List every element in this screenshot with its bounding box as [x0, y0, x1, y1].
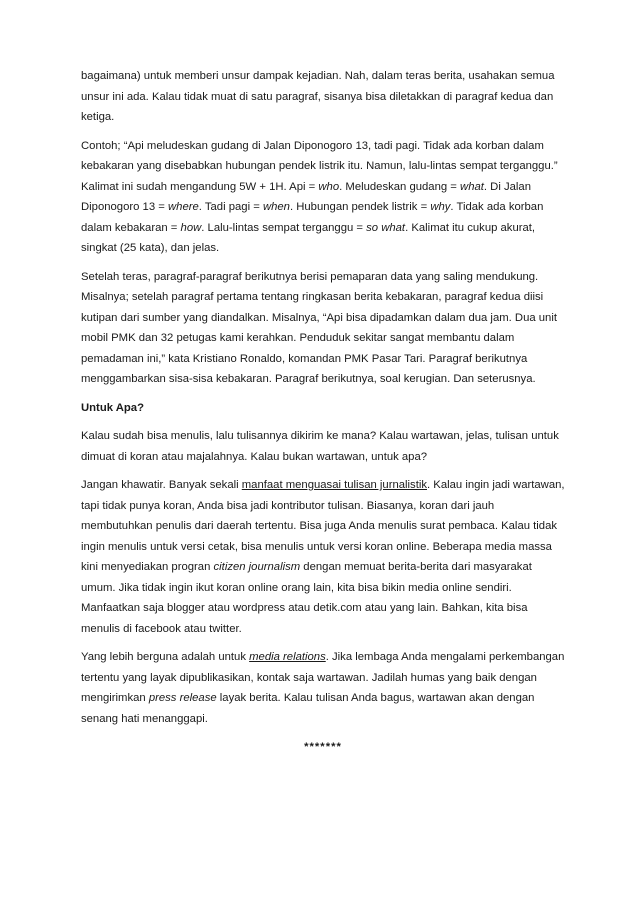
paragraph-structure: Setelah teras, paragraf-paragraf berikutnya berisi pemaparan data yang saling mendukung. Misalnya; setelah paragraf pertama tentang ringkasan berita kebakaran, paragraf kedua diisi kutipan dari sumber yang diandalkan. Misalnya, “Api bisa dipadamkan dalam dua jam. Dua unit mobil PMK dan 32 petugas kami kerahkan. Penduduk sekitar sangat membantu dalam pemadaman ini,” kata Kristiano Ronaldo, komandan PMK Pasar Tari. Paragraf berikutnya menggambarkan sisa-sisa kebakaran. Paragraf berikutnya, soal kerugian. Dan seterusnya.	[81, 270, 557, 385]
text-span: . Di Jalan Diponogoro 13 =	[81, 180, 531, 213]
term-when: when	[262, 201, 290, 213]
text-span: . Kalau ingin jadi wartawan, tapi tidak punya koran, Anda bisa jadi kontributor tulisan. Biasanya, koran dari jauh membutuhkan penulis dari daerah tertentu. Bisa juga Anda menulis surat pembaca. Kalau tidak ingin menulis untuk versi cetak, bisa menulis untuk versi koran online. Beberapa media massa kini menyediakan progran	[81, 479, 565, 573]
section-heading: Untuk Apa?	[81, 401, 144, 414]
term-what: what	[460, 180, 484, 193]
text-span: . Meludeskan gudang =	[339, 180, 461, 193]
term-who: who	[318, 180, 340, 193]
paragraph-example	[81, 136, 565, 259]
paragraph-benefits	[81, 475, 565, 639]
text-span: . Tadi pagi =	[198, 201, 263, 213]
term-how: how	[180, 221, 202, 234]
paragraph-intro: bagaimana) untuk memberi unsur dampak kejadian. Nah, dalam teras berita, usahakan semua unsur ini ada. Kalau tidak muat di satu paragraf, sisanya bisa diletakkan di paragraf kedua dan ketiga.	[81, 70, 555, 123]
text-span: layak berita. Kalau tulisan Anda bagus, wartawan akan dengan senang hati menanggapi.	[81, 692, 535, 725]
text-span: dengan memuat berita-berita dari masyarakat umum. Jika tidak ingin ikut koran online orang lain, kita bisa bikin media online sendiri. Manfaatkan saja blogger atau wordpress atau detik.com atau yang lain. Bahkan, kita bisa menulis di facebook atau twitter.	[81, 561, 532, 635]
text-span: Jangan khawatir. Banyak sekali	[81, 479, 242, 491]
document-page	[81, 66, 565, 766]
term-where: where	[168, 201, 199, 213]
term-why: why	[430, 201, 451, 213]
term-press-release: press release	[148, 692, 217, 704]
benefits-link[interactable]: manfaat menguasai tulisan jurnalistik	[241, 479, 428, 491]
text-span: . Jika lembaga Anda mengalami perkembangan tertentu yang layak dipublikasikan, kontak saja wartawan. Jadilah humas yang baik dengan mengirimkan	[81, 651, 565, 704]
text-span: . Kalimat itu cukup akurat, singkat (25 kata), dan jelas.	[81, 221, 536, 254]
text-span: . Tidak ada korban dalam kebakaran =	[81, 201, 544, 234]
paragraph-question: Kalau sudah bisa menulis, lalu tulisannya dikirim ke mana? Kalau wartawan, jelas, tulisan untuk dimuat di koran atau majalahnya. Kalau bukan wartawan, untuk apa?	[81, 430, 559, 463]
text-span: . Hubungan pendek listrik =	[289, 201, 431, 213]
paragraph-media-relations	[81, 647, 565, 729]
text-span: Yang lebih berguna adalah untuk	[81, 651, 250, 663]
term-citizen-journalism: citizen journalism	[213, 561, 301, 573]
media-relations-link[interactable]: media relations	[249, 651, 326, 663]
text-span: . Lalu-lintas sempat terganggu =	[201, 221, 367, 234]
term-so-what: so what	[366, 221, 406, 234]
section-separator: *******	[304, 741, 342, 753]
text-span: Contoh; “Api meludeskan gudang di Jalan Diponogoro 13, tadi pagi. Tidak ada korban dalam kebakaran yang disebabkan hubungan pendek listrik itu. Namun, lalu-lintas sempat terganggu.” Kalimat ini sudah mengandung 5W + 1H. Api =	[81, 139, 558, 193]
